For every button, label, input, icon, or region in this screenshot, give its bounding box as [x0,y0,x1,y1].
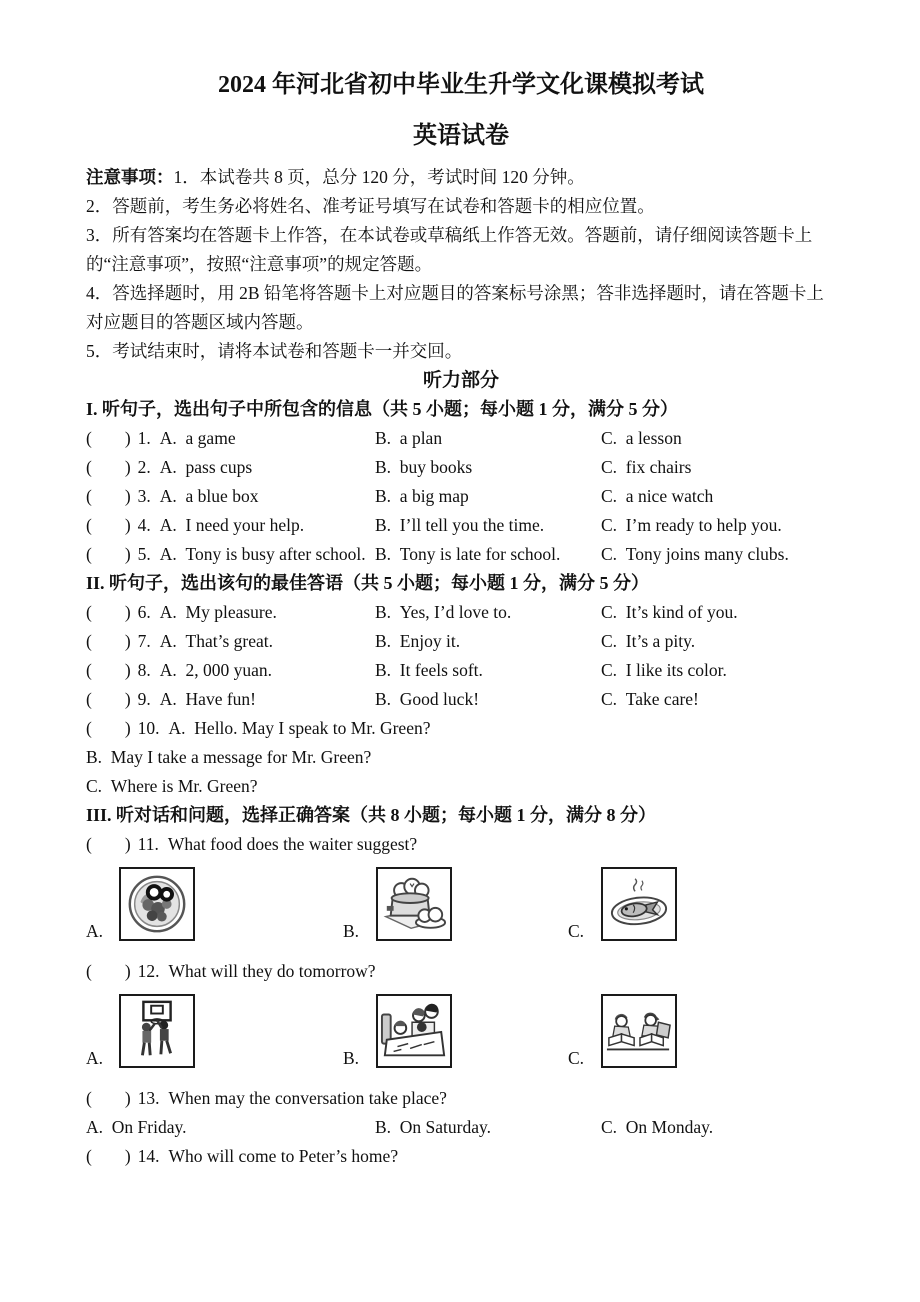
option-c: C. Take care! [601,689,699,709]
picture-box [119,867,195,941]
picture-label: A. [86,921,104,941]
picture-box [601,867,677,941]
question-number: 7. [137,631,151,651]
question-number: 5. [137,544,151,564]
answer-bracket: ( ) [86,834,131,854]
answer-bracket: ( ) [86,486,131,506]
question-stem: When may the conversation take place? [168,1088,447,1108]
answer-bracket: ( ) [86,515,131,535]
answer-bracket: ( ) [86,660,131,680]
question-11-pictures [86,867,836,941]
picture-label: B. [343,1048,360,1068]
picture-label: B. [343,921,360,941]
part1-title: I. 听句子，选出句子中所包含的信息（共 5 小题；每小题 1 分，满分 5 分） [86,399,679,419]
picture-option-a [86,867,343,941]
question-number: 2. [137,457,151,477]
picture-box [119,994,195,1068]
question-number: 14. [137,1146,160,1166]
question-number: 13. [137,1088,160,1108]
question-number: 6. [137,602,151,622]
option-a: A. My pleasure. [159,602,277,622]
answer-bracket: ( ) [86,1088,131,1108]
plate-of-food-icon [123,871,191,937]
option-b: B. I’ll tell you the time. [375,515,545,535]
question-row-6 [86,598,836,627]
part3-title: III. 听对话和问题，选择正确答案（共 8 小题；每小题 1 分，满分 8 分） [86,805,657,825]
question-number: 1. [137,428,151,448]
steamed-buns-icon [380,871,448,937]
option-a: A. That’s great. [159,631,274,651]
question-number: 3. [137,486,151,506]
answer-bracket: ( ) [86,631,131,651]
picture-option-b [343,867,568,941]
playing-basketball-icon [123,998,191,1064]
notice-item-1: 1．本试卷共 8 页，总分 120 分，考试时间 120 分钟。 [173,167,585,187]
option-b: B. a plan [375,428,443,448]
picture-box [376,867,452,941]
students-studying-icon [605,998,673,1064]
option-c: C. It’s kind of you. [601,602,738,622]
question-row-2 [86,453,836,482]
question-number: 10. [137,718,160,738]
question-13-options [86,1113,836,1142]
question-number: 9. [137,689,151,709]
option-b: B. On Saturday. [375,1117,492,1137]
question-row-8 [86,656,836,685]
notice-line-1 [86,163,836,192]
option-a: A. On Friday. [86,1117,187,1137]
question-10-option-b: B. May I take a message for Mr. Green? [86,747,372,767]
option-b: B. Tony is late for school. [375,544,561,564]
option-a: A. 2, 000 yuan. [159,660,273,680]
question-12-pictures [86,994,836,1068]
notice-item-2: 2．答题前，考生务必将姓名、准考证号填写在试卷和答题卡的相应位置。 [86,196,655,216]
answer-bracket: ( ) [86,1146,131,1166]
notice-item-3: 3．所有答案均在答题卡上作答，在本试卷或草稿纸上作答无效。答题前，请仔细阅读答题卡上的“注意事项”，按照“注意事项”的规定答题。 [86,225,813,274]
notice-item-4: 4．答选择题时，用 2B 铅笔将答题卡上对应题目的答案标号涂黑；答非选择题时，请在答题卡上对应题目的答题区域内答题。 [86,283,824,332]
option-a: A. a game [159,428,236,448]
part2-title: II. 听句子，选出该句的最佳答语（共 5 小题；每小题 1 分，满分 5 分） [86,573,650,593]
picture-option-a [86,994,343,1068]
question-row-5 [86,540,836,569]
question-row-9 [86,685,836,714]
picture-label: C. [568,1048,585,1068]
answer-bracket: ( ) [86,544,131,564]
question-row-3 [86,482,836,511]
answer-bracket: ( ) [86,718,131,738]
question-row-7 [86,627,836,656]
picture-box [601,994,677,1068]
option-b: B. It feels soft. [375,660,483,680]
question-row-14 [86,1142,836,1171]
picture-label: A. [86,1048,104,1068]
question-row-13 [86,1084,836,1113]
question-stem: Who will come to Peter’s home? [168,1146,399,1166]
option-c: C. I like its color. [601,660,727,680]
option-c: C. It’s a pity. [601,631,696,651]
listening-section-heading: 听力部分 [422,370,499,391]
answer-bracket: ( ) [86,689,131,709]
option-a: A. I need your help. [159,515,305,535]
option-b: B. buy books [375,457,473,477]
question-10-option-c: C. Where is Mr. Green? [86,776,258,796]
option-b: B. Good luck! [375,689,480,709]
option-c: C. Tony joins many clubs. [601,544,789,564]
question-number: 12. [137,961,160,981]
option-b: B. Yes, I’d love to. [375,602,512,622]
option-c: C. fix chairs [601,457,692,477]
option-a: A. Have fun! [159,689,256,709]
question-row-12 [86,957,836,986]
question-stem: What will they do tomorrow? [168,961,376,981]
question-number: 11. [137,834,159,854]
question-row-11 [86,830,836,859]
question-stem: What food does the waiter suggest? [167,834,418,854]
option-b: B. Enjoy it. [375,631,461,651]
visiting-sick-friend-icon [380,998,448,1064]
picture-option-c [568,994,836,1068]
answer-bracket: ( ) [86,457,131,477]
cooked-fish-icon [605,871,673,937]
question-row-4 [86,511,836,540]
question-row-1 [86,424,836,453]
option-a: A. Hello. May I speak to Mr. Green? [168,718,431,738]
picture-label: C. [568,921,585,941]
option-c: C. a lesson [601,428,682,448]
option-b: B. a big map [375,486,469,506]
question-row-10 [86,714,836,743]
option-c: C. I’m ready to help you. [601,515,782,535]
option-c: C. On Monday. [601,1117,714,1137]
picture-option-b [343,994,568,1068]
option-a: A. Tony is busy after school. [159,544,366,564]
page-title: 2024 年河北省初中毕业生升学文化课模拟考试 [218,72,704,98]
notice-item-5: 5．考试结束时，请将本试卷和答题卡一并交回。 [86,341,463,361]
picture-box [376,994,452,1068]
option-c: C. a nice watch [601,486,714,506]
answer-bracket: ( ) [86,428,131,448]
question-number: 4. [137,515,151,535]
option-a: A. pass cups [159,457,253,477]
page-subtitle: 英语试卷 [413,123,509,149]
answer-bracket: ( ) [86,961,131,981]
notice-label: 注意事项： [86,167,174,187]
picture-option-c [568,867,836,941]
question-number: 8. [137,660,151,680]
notices-block [86,163,836,366]
answer-bracket: ( ) [86,602,131,622]
option-a: A. a blue box [159,486,259,506]
